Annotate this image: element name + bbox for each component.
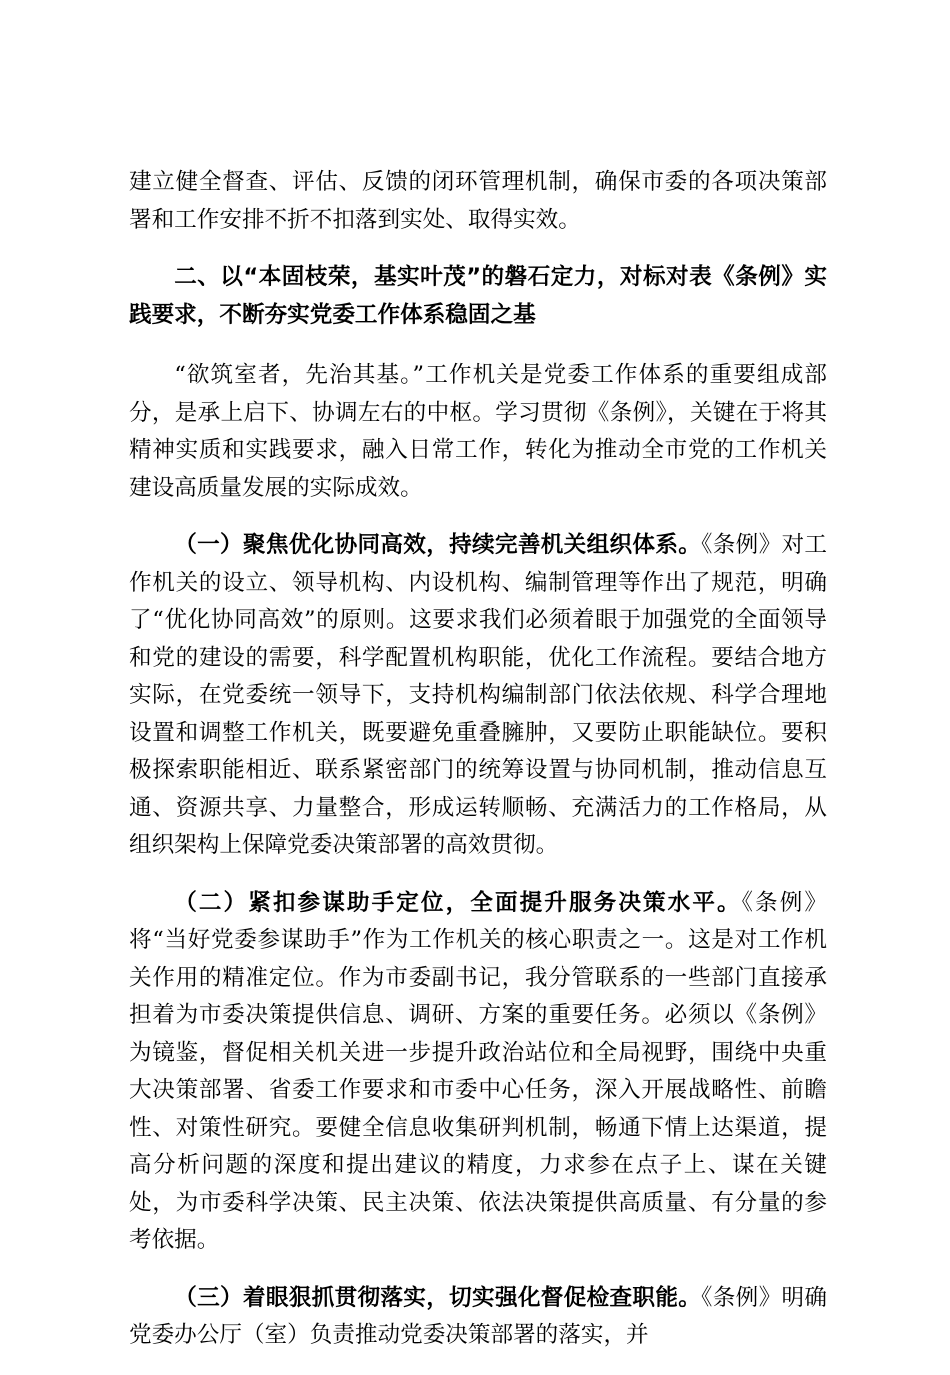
- paragraph-lead: （三）着眼狠抓贯彻落实，切实强化督促检查职能。: [174, 1284, 702, 1311]
- section-heading: [129, 259, 827, 334]
- paragraph-text: 《条例》对工作机关的设立、领导机构、内设机构、编制管理等作出了规范，明确了“优化协同高效”的原则。这要求我们必须着眼于加强党的全面领导和党的建设的需要，科学配置机构职能，优化工作流程。要结合地方实际，在党委统一领导下，支持机构编制部门依法依规、科学合理地设置和调整工作机关，既要避免重叠臃肿，又要防止职能缺位。要积极探索职能相近、联系紧密部门的统筹设置与协同机制，推动信息互通、资源共享、力量整合，形成运转顺畅、充满活力的工作格局，从组织架构上保障党委决策部署的高效贯彻。: [129, 532, 828, 858]
- paragraph-text: “欲筑室者，先治其基。”工作机关是党委工作体系的重要组成部分，是承上启下、协调左右的中枢。学习贯彻《条例》，关键在于将其精神实质和实践要求，融入日常工作，转化为推动全市党的工作机关建设高质量发展的实际成效。: [129, 362, 827, 501]
- paragraph-text: 《条例》明确党委办公厅（室）负责推动党委决策部署的落实，并: [129, 1284, 828, 1348]
- paragraph-text: 建立健全督查、评估、反馈的闭环管理机制，确保市委的各项决策部署和工作安排不折不扣落到实处、取得实效。: [129, 169, 827, 233]
- document-page: [129, 164, 827, 1375]
- paragraph-lead: （一）聚焦优化协同高效，持续完善机关组织体系。: [174, 532, 702, 558]
- paragraph-item-1: [129, 527, 827, 865]
- paragraph-intro: [129, 357, 827, 507]
- paragraph-item-3: [129, 1280, 827, 1355]
- section-heading-text: 二、以“本固枝荣，基实叶茂”的磐石定力，对标对表《条例》实践要求，不断夯实党委工作体系稳固之基: [129, 264, 827, 328]
- paragraph-lead: （二）紧扣参谋助手定位，全面提升服务决策水平。: [174, 889, 742, 916]
- paragraph-item-2: [129, 885, 827, 1260]
- paragraph-continuation: [129, 164, 827, 239]
- paragraph-text: 《条例》将“当好党委参谋助手”作为工作机关的核心职责之一。这是对工作机关作用的精准定位。作为市委副书记，我分管联系的一些部门直接承担着为市委决策提供信息、调研、方案的重要任务。必须以《条例》为镜鉴，督促相关机关进一步提升政治站位和全局视野，围绕中央重大决策部署、省委工作要求和市委中心任务，深入开展战略性、前瞻性、对策性研究。要健全信息收集研判机制，畅通下情上达渠道，提高分析问题的深度和提出建议的精度，力求参在点子上、谋在关键处，为市委科学决策、民主决策、依法决策提供高质量、有分量的参考依据。: [129, 889, 828, 1253]
